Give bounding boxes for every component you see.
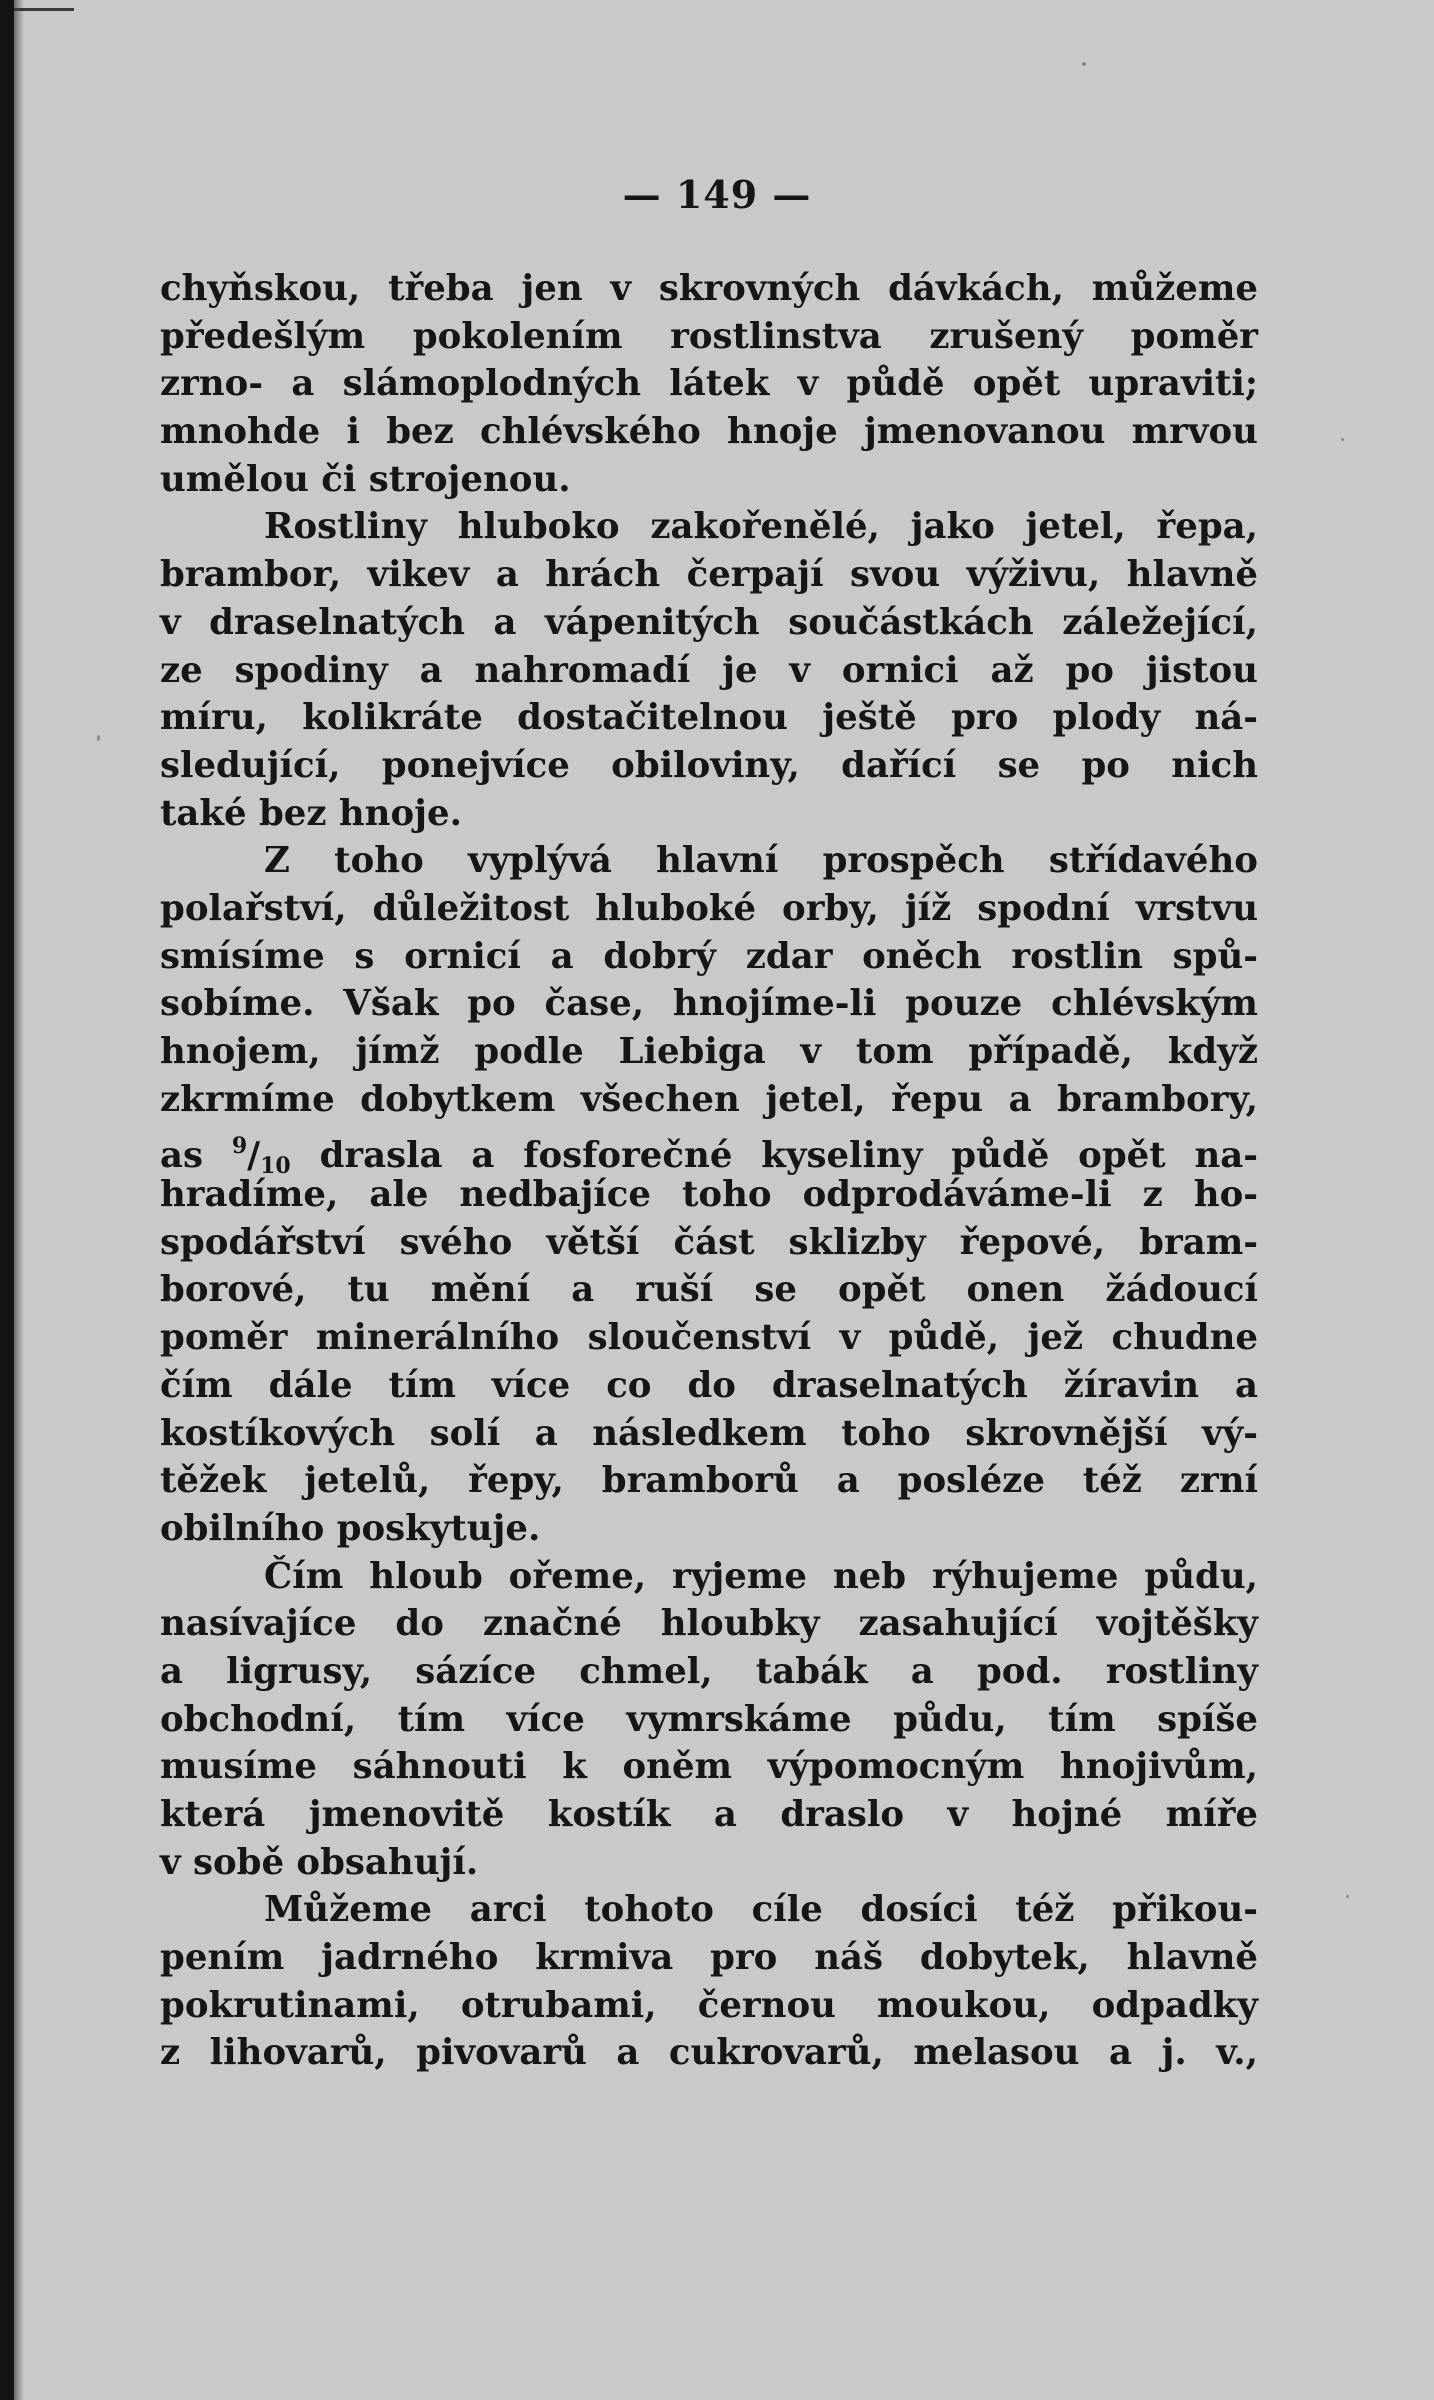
text-line: sledující, ponejvíce obiloviny, dařící se po nich — [160, 744, 1258, 786]
text-line: zrno- a slámoplodných látek v půdě opět upraviti; — [160, 363, 1258, 405]
text-line: chyňskou, třeba jen v skrovných dávkách, můžeme — [160, 268, 1258, 309]
text-line: obchodní, tím více vymrskáme půdu, tím spíše — [160, 1698, 1258, 1740]
text-line: nasívajíce do značné hloubky zasahující vojtěšky — [160, 1603, 1258, 1645]
page-number: — 149 — — [622, 172, 812, 217]
text-line: obilního poskytuje. — [160, 1507, 541, 1549]
text-line: v draselnatých a vápenitých součástkách záležející, — [160, 601, 1258, 643]
scan-speck — [1341, 438, 1344, 441]
text-line: z lihovarů, pivovarů a cukrovarů, melasou a j. v., — [160, 2032, 1258, 2074]
text-line: pokrutinami, otrubami, černou moukou, odpadky — [160, 1984, 1258, 2026]
text-line: Rostliny hluboko zakořenělé, jako jetel, řepa, — [264, 506, 1258, 548]
text-line: pením jadrného krmiva pro náš dobytek, hlavně — [160, 1937, 1258, 1979]
text-line: Čím hloub ořeme, ryjeme neb rýhujeme půdu, — [264, 1555, 1258, 1597]
fraction-denominator: 10 — [260, 1153, 291, 1180]
text-line: předešlým pokolením rostlinstva zrušený poměr — [160, 315, 1258, 357]
text-line: hradíme, ale nedbajíce toho odprodáváme-li z ho- — [160, 1174, 1258, 1216]
text-line: poměr minerálního sloučenství v půdě, jež chudne — [160, 1317, 1258, 1359]
text-line: zkrmíme dobytkem všechen jetel, řepu a brambory, — [160, 1078, 1258, 1120]
text-line: v sobě obsahují. — [160, 1841, 479, 1883]
scan-speck — [1082, 62, 1086, 66]
fraction-rest: drasla a fosforečné kyseliny půdě opět na- — [319, 1135, 1258, 1177]
body-text — [160, 265, 1258, 2077]
text-line: která jmenovitě kostík a draslo v hojné míře — [160, 1794, 1258, 1835]
text-line: spodářství svého větší část sklizby řepové, bram- — [160, 1221, 1258, 1263]
text-line: musíme sáhnouti k oněm výpomocným hnojivům, — [160, 1746, 1258, 1788]
text-line: hnojem, jímž podle Liebiga v tom případě, když — [160, 1031, 1258, 1072]
text-line: kostíkových solí a následkem toho skrovnější vý- — [160, 1412, 1258, 1454]
text-line: mnohde i bez chlévského hnoje jmenovanou mrvou — [160, 411, 1258, 453]
text-line-fraction: as $^9$/10 drasla a fosforečné kyseliny půdě opět na- — [160, 1133, 1258, 1180]
scan-speck — [97, 735, 100, 741]
text-line: borové, tu mění a ruší se opět onen žádoucí — [160, 1269, 1258, 1311]
scan-corner-mark — [14, 8, 74, 11]
fraction-prefix: as — [160, 1135, 203, 1177]
text-line: Z toho vyplývá hlavní prospěch střídavého — [264, 840, 1258, 882]
text-line: polařství, důležitost hluboké orby, jíž spodní vrstvu — [160, 887, 1258, 929]
text-line: ze spodiny a nahromadí je v ornici až po jistou — [160, 649, 1258, 691]
scan-edge-shadow — [14, 0, 24, 2400]
text-line: smísíme s ornicí a dobrý zdar oněch rostlin spů- — [160, 935, 1258, 977]
scan-left-edge — [0, 0, 14, 2400]
text-line: sobíme. Však po čase, hnojíme-li pouze chlévským — [160, 983, 1258, 1025]
text-line: brambor, vikev a hrách čerpají svou výživu, hlavně — [160, 554, 1258, 596]
text-line: také bez hnoje. — [160, 792, 462, 834]
text-line: čím dále tím více co do draselnatých žíravin a — [160, 1364, 1258, 1406]
fraction-numerator: 9 — [231, 1133, 248, 1160]
scan-speck — [1346, 1895, 1349, 1898]
text-line: a ligrusy, sázíce chmel, tabák a pod. rostliny — [160, 1650, 1258, 1692]
text-line: míru, kolikráte dostačitelnou ještě pro plody ná- — [160, 697, 1258, 739]
text-line: Můžeme arci tohoto cíle dosíci též přikou- — [264, 1889, 1258, 1931]
text-line: těžek jetelů, řepy, bramborů a posléze též zrní — [160, 1460, 1258, 1502]
text-line: umělou či strojenou. — [160, 458, 571, 500]
